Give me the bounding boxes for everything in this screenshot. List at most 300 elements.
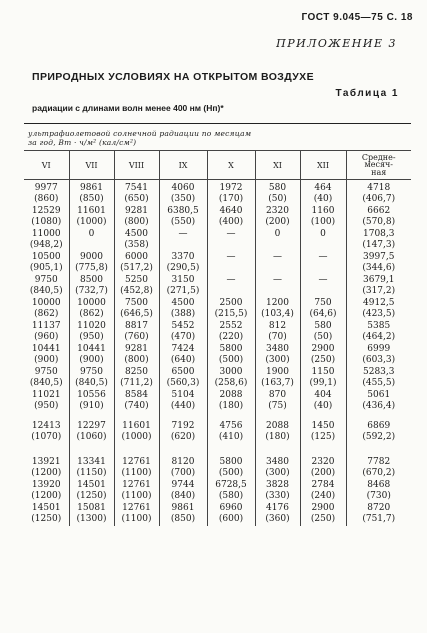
table-cell (300, 206, 346, 229)
cell-value-cal: (1060) (76, 432, 107, 442)
table-cell (207, 298, 255, 321)
cell-value: 6380,5 (167, 206, 199, 216)
table-cell (346, 457, 411, 480)
cell-value: 1972 (219, 183, 243, 193)
cell-value-cal: (670,2) (362, 468, 396, 478)
cell-value: 3997,5 (363, 252, 395, 262)
table-cell (346, 206, 411, 229)
table-cell (114, 206, 159, 229)
cell-value-cal: (180) (218, 401, 244, 411)
table-cell (346, 252, 411, 275)
table-cell (300, 503, 346, 526)
cell-value-cal: (840,5) (29, 286, 63, 296)
cell-value: 1150 (311, 367, 335, 377)
cell-value-cal: (950) (79, 332, 104, 342)
table-cell (300, 390, 346, 413)
table-cell (24, 206, 69, 229)
table-cell (255, 275, 300, 298)
table-cell (69, 413, 114, 457)
cell-value: 5283,3 (363, 367, 395, 377)
cell-value-cal: (751,7) (362, 514, 396, 524)
cell-value-cal: (640) (170, 355, 196, 365)
cell-value: 3679,1 (363, 275, 395, 285)
cell-value: 1900 (266, 367, 289, 377)
cell-value: 8468 (367, 480, 391, 490)
table-cell (300, 480, 346, 503)
column-header: IX (159, 151, 207, 180)
table-cell (207, 344, 255, 367)
table-cell (24, 390, 69, 413)
cell-value: 5385 (367, 321, 391, 331)
cell-value-cal: (400) (218, 217, 244, 227)
cell-value-cal: (646,5) (120, 309, 153, 319)
table-cell (300, 413, 346, 457)
cell-value-cal: (40) (313, 401, 333, 411)
table-cell (255, 229, 300, 252)
cell-value: 11000 (31, 229, 61, 239)
cell-value-cal: (840,5) (29, 378, 63, 388)
cell-value: 9861 (80, 183, 103, 193)
cell-value-cal: (1070) (31, 432, 62, 442)
table-row (24, 298, 411, 321)
cell-value-cal: (800) (124, 355, 149, 365)
table-label: Таблица 1 (335, 88, 399, 99)
table-cell (24, 457, 69, 480)
cell-value-cal: (410) (218, 432, 244, 442)
cell-value: 2088 (219, 390, 243, 400)
cell-value-cal: (344,6) (362, 263, 396, 273)
table-cell (207, 275, 255, 298)
table-cell (300, 252, 346, 275)
cell-value: 8817 (125, 321, 148, 331)
table-cell (114, 344, 159, 367)
cell-value: 6960 (219, 503, 243, 513)
cell-value-cal: (862) (34, 309, 59, 319)
cell-value-cal: (215,5) (214, 309, 248, 319)
table-row (24, 344, 411, 367)
cell-value: 4176 (266, 503, 289, 513)
column-header: XII (300, 151, 346, 180)
cell-value: 10000 (31, 298, 61, 308)
cell-value: 1160 (311, 206, 335, 216)
cell-value: 5800 (219, 457, 243, 467)
table-cell (159, 503, 207, 526)
cell-value: 9281 (125, 206, 148, 216)
table-cell (207, 480, 255, 503)
cell-value-cal: (103,4) (261, 309, 294, 319)
table-cell (255, 344, 300, 367)
cell-value: 0 (320, 229, 326, 239)
table-cell (207, 457, 255, 480)
table-cell (24, 229, 69, 252)
table-cell (159, 275, 207, 298)
table-cell (255, 321, 300, 344)
cell-value-cal: (300) (265, 468, 290, 478)
table-cell (114, 252, 159, 275)
table-cell (69, 344, 114, 367)
cell-value: 9000 (80, 252, 103, 262)
cell-value: — (273, 275, 282, 285)
cell-value: 4912,5 (363, 298, 395, 308)
cell-value-cal: (1250) (76, 491, 107, 501)
cell-value: 13921 (31, 457, 61, 467)
cell-value: 6869 (367, 421, 391, 431)
table-cell (69, 206, 114, 229)
cell-value: 3480 (266, 457, 289, 467)
table-cell (69, 298, 114, 321)
table-cell (69, 390, 114, 413)
cell-value-cal: (948,2) (29, 240, 63, 250)
cell-value-cal: (850) (79, 194, 104, 204)
table-cell (69, 321, 114, 344)
cell-value: 12413 (31, 421, 61, 431)
cell-value-cal: (452,8) (120, 286, 153, 296)
cell-value-cal: (905,1) (29, 263, 63, 273)
table-row (24, 390, 411, 413)
table-cell (346, 298, 411, 321)
cell-value: 4640 (219, 206, 243, 216)
cell-value-cal: (50) (268, 194, 287, 204)
table-row (24, 480, 411, 503)
cell-value: — (226, 252, 236, 262)
cell-value: 15081 (77, 503, 106, 513)
cell-value-cal: (99,1) (309, 378, 337, 388)
cell-value: 6000 (125, 252, 148, 262)
table-cell (207, 229, 255, 252)
cell-value: 8584 (125, 390, 148, 400)
table-cell (69, 503, 114, 526)
cell-value: 12529 (31, 206, 61, 216)
cell-value-cal: (290,5) (166, 263, 200, 273)
cell-value: 8720 (367, 503, 391, 513)
table-cell (114, 321, 159, 344)
cell-value: 7424 (171, 344, 195, 354)
table-cell (159, 344, 207, 367)
table-cell (255, 206, 300, 229)
cell-value-cal: (740) (124, 401, 149, 411)
cell-value-cal: (1200) (31, 468, 62, 478)
cell-value-cal: (650) (124, 194, 149, 204)
avg-header-line: Средне- (361, 152, 396, 162)
table-cell (255, 298, 300, 321)
cell-value-cal: (271,5) (166, 286, 200, 296)
table-cell (24, 413, 69, 457)
table-cell (159, 390, 207, 413)
table-cell (255, 503, 300, 526)
table-cell (114, 275, 159, 298)
cell-value: 10500 (31, 252, 61, 262)
cell-value-cal: (350) (170, 194, 196, 204)
cell-value: 10441 (31, 344, 61, 354)
cell-value: 464 (314, 183, 332, 193)
cell-value: 6728,5 (215, 480, 247, 490)
table-cell (207, 413, 255, 457)
cell-value: 9750 (80, 367, 103, 377)
cell-value-cal: (1080) (31, 217, 62, 227)
column-header-average (346, 151, 411, 180)
cell-value-cal: (900) (34, 355, 59, 365)
cell-value-cal: (100) (310, 217, 336, 227)
cell-value: 9750 (34, 275, 58, 285)
table-header-row (24, 151, 411, 180)
cell-value-cal: (730) (366, 491, 391, 501)
table-cell (346, 367, 411, 390)
cell-value-cal: (517,2) (120, 263, 153, 273)
cell-value-cal: (300) (265, 355, 290, 365)
table-cell (255, 180, 300, 207)
cell-value: 2088 (266, 421, 289, 431)
table-cell (207, 503, 255, 526)
cell-value-cal: (840,5) (75, 378, 108, 388)
cell-value-cal: (960) (34, 332, 59, 342)
table-row (24, 413, 411, 457)
cell-value: 14501 (31, 503, 61, 513)
cell-value-cal: (250) (310, 514, 336, 524)
table-row (24, 206, 411, 229)
cell-value: 12761 (122, 480, 151, 490)
cell-value-cal: (860) (34, 194, 59, 204)
page-title: ПРИРОДНЫХ УСЛОВИЯХ НА ОТКРЫТОМ ВОЗДУХЕ (32, 71, 314, 83)
table-cell (69, 457, 114, 480)
table-cell (24, 344, 69, 367)
cell-value: 12761 (122, 503, 151, 513)
table-cell (24, 480, 69, 503)
cell-value: 3828 (266, 480, 289, 490)
table-cell (300, 275, 346, 298)
table-cell (300, 344, 346, 367)
cell-value: 0 (88, 229, 95, 239)
cell-value: 14501 (77, 480, 106, 490)
cell-value: 6999 (367, 344, 391, 354)
cell-value: 7500 (125, 298, 148, 308)
table-cell (114, 413, 159, 457)
cell-value-cal: (500) (218, 468, 244, 478)
table-cell (255, 457, 300, 480)
table-cell (24, 367, 69, 390)
cell-value: 2900 (311, 344, 335, 354)
table-cell (114, 298, 159, 321)
radiation-table (24, 150, 411, 526)
cell-value: 4500 (125, 229, 148, 239)
cell-value-cal: (950) (34, 401, 59, 411)
cell-value: 3370 (171, 252, 195, 262)
table-cell (346, 321, 411, 344)
table-cell (24, 180, 69, 207)
table-cell (346, 229, 411, 252)
cell-value-cal: (388) (170, 309, 196, 319)
cell-value: 2784 (311, 480, 335, 490)
table-cell (300, 457, 346, 480)
cell-value: 4500 (171, 298, 195, 308)
cell-value-cal: (1000) (76, 217, 107, 227)
cell-value-cal: (70) (268, 332, 287, 342)
table-row (24, 503, 411, 526)
table-cell (24, 503, 69, 526)
cell-value-cal: (220) (218, 332, 244, 342)
table-cell (24, 298, 69, 321)
table-cell (346, 344, 411, 367)
cell-value: 812 (268, 321, 287, 331)
table-row (24, 180, 411, 207)
cell-value-cal: (200) (265, 217, 290, 227)
cell-value: 3480 (266, 344, 289, 354)
cell-value-cal: (600) (218, 514, 244, 524)
table-row (24, 367, 411, 390)
cell-value-cal: (850) (170, 514, 196, 524)
cell-value: 13341 (77, 457, 106, 467)
table-cell (114, 229, 159, 252)
table-cell (255, 367, 300, 390)
cell-value-cal: (40) (313, 194, 333, 204)
cell-value: 11020 (77, 321, 106, 331)
cell-value-cal: (1100) (121, 491, 152, 501)
cell-value: 9281 (125, 344, 148, 354)
column-header: VI (24, 151, 69, 180)
table-cell (159, 206, 207, 229)
table-cell (159, 367, 207, 390)
cell-value: 11137 (31, 321, 61, 331)
cell-value-cal: (711,2) (120, 378, 153, 388)
cell-value: 3000 (219, 367, 243, 377)
cell-value: 8120 (171, 457, 195, 467)
table-row (24, 252, 411, 275)
cell-value-cal: (1150) (76, 468, 107, 478)
cell-value: 6500 (171, 367, 195, 377)
cell-value: 2320 (266, 206, 289, 216)
cell-value-cal: (464,2) (362, 332, 396, 342)
cell-value: 2500 (219, 298, 243, 308)
cell-value-cal: (440) (170, 401, 196, 411)
cell-value-cal: (258,6) (214, 378, 248, 388)
cell-value: 3150 (171, 275, 195, 285)
caption-line-1: ультрафиолетовой солнечной радиации по месяцам (28, 129, 252, 138)
table-cell (159, 180, 207, 207)
table-cell (255, 390, 300, 413)
cell-value-cal: (240) (310, 491, 336, 501)
cell-value-cal: (840) (170, 491, 196, 501)
table-cell (24, 275, 69, 298)
cell-value-cal: (700) (170, 468, 196, 478)
cell-value: 5250 (125, 275, 148, 285)
cell-value: 2552 (219, 321, 243, 331)
cell-value: 9977 (34, 183, 58, 193)
cell-value-cal: (358) (124, 240, 149, 250)
cell-value: 9861 (171, 503, 195, 513)
table-cell (24, 321, 69, 344)
cell-value: 2900 (311, 503, 335, 513)
table-cell (69, 480, 114, 503)
table-cell (114, 390, 159, 413)
cell-value-cal: (550) (170, 217, 196, 227)
cell-value: 1450 (311, 421, 335, 431)
cell-value-cal: (200) (310, 468, 336, 478)
table-cell (300, 321, 346, 344)
cell-value: 4756 (219, 421, 243, 431)
cell-value: 10556 (77, 390, 106, 400)
table-cell (114, 480, 159, 503)
table-cell (255, 252, 300, 275)
table-cell (346, 503, 411, 526)
cell-value-cal: (1100) (121, 514, 152, 524)
table-cell (207, 390, 255, 413)
table-row (24, 457, 411, 480)
cell-value: 12297 (77, 421, 106, 431)
cell-value-cal: (592,2) (362, 432, 396, 442)
page-header-ref: ГОСТ 9.045—75 С. 18 (301, 12, 413, 23)
cell-value: 10441 (77, 344, 106, 354)
cell-value: 11601 (77, 206, 106, 216)
cell-value-cal: (436,4) (362, 401, 396, 411)
cell-value: 5104 (171, 390, 195, 400)
cell-value: 0 (274, 229, 281, 239)
cell-value: 4060 (171, 183, 195, 193)
table-cell (159, 457, 207, 480)
cell-value: — (178, 229, 188, 239)
table-row (24, 275, 411, 298)
cell-value-cal: (900) (79, 355, 104, 365)
cell-value: 8250 (125, 367, 148, 377)
table-cell (159, 413, 207, 457)
cell-value: 10000 (77, 298, 106, 308)
table-cell (114, 367, 159, 390)
cell-value-cal: (620) (170, 432, 196, 442)
cell-value: 5452 (171, 321, 195, 331)
cell-value: 580 (314, 321, 332, 331)
table-cell (159, 480, 207, 503)
column-header: VIII (114, 151, 159, 180)
cell-value-cal: (163,7) (261, 378, 294, 388)
cell-value: 5800 (219, 344, 243, 354)
table-cell (69, 367, 114, 390)
top-rule (24, 123, 411, 124)
table-cell (114, 503, 159, 526)
table-cell (346, 390, 411, 413)
table-cell (255, 480, 300, 503)
table-cell (346, 180, 411, 207)
cell-value: 11601 (122, 421, 151, 431)
table-cell (159, 252, 207, 275)
table-cell (207, 252, 255, 275)
table-body (24, 180, 411, 527)
cell-value: 404 (314, 390, 332, 400)
table-cell (346, 275, 411, 298)
table-cell (207, 321, 255, 344)
column-header: X (207, 151, 255, 180)
table-cell (207, 367, 255, 390)
cell-value-cal: (580) (218, 491, 244, 501)
cell-value-cal: (732,7) (75, 286, 108, 296)
table-cell (300, 367, 346, 390)
cell-value: — (226, 229, 236, 239)
caption-line-2: за год, Вт · ч/м² (кал/см²) (28, 138, 137, 147)
cell-value-cal: (775,8) (75, 263, 108, 273)
cell-value-cal: (330) (265, 491, 290, 501)
table-cell (207, 180, 255, 207)
cell-value-cal: (423,5) (362, 309, 396, 319)
cell-value-cal: (760) (124, 332, 149, 342)
table-cell (114, 180, 159, 207)
table-subtitle: радиации с длинами волн менее 400 нм (Нп)* (32, 103, 224, 113)
cell-value: 870 (268, 390, 287, 400)
cell-value-cal: (180) (265, 432, 290, 442)
cell-value-cal: (125) (310, 432, 336, 442)
table-cell (346, 480, 411, 503)
table-cell (159, 229, 207, 252)
table-cell (300, 298, 346, 321)
table-cell (69, 252, 114, 275)
cell-value: 750 (314, 298, 332, 308)
cell-value-cal: (317,2) (362, 286, 396, 296)
